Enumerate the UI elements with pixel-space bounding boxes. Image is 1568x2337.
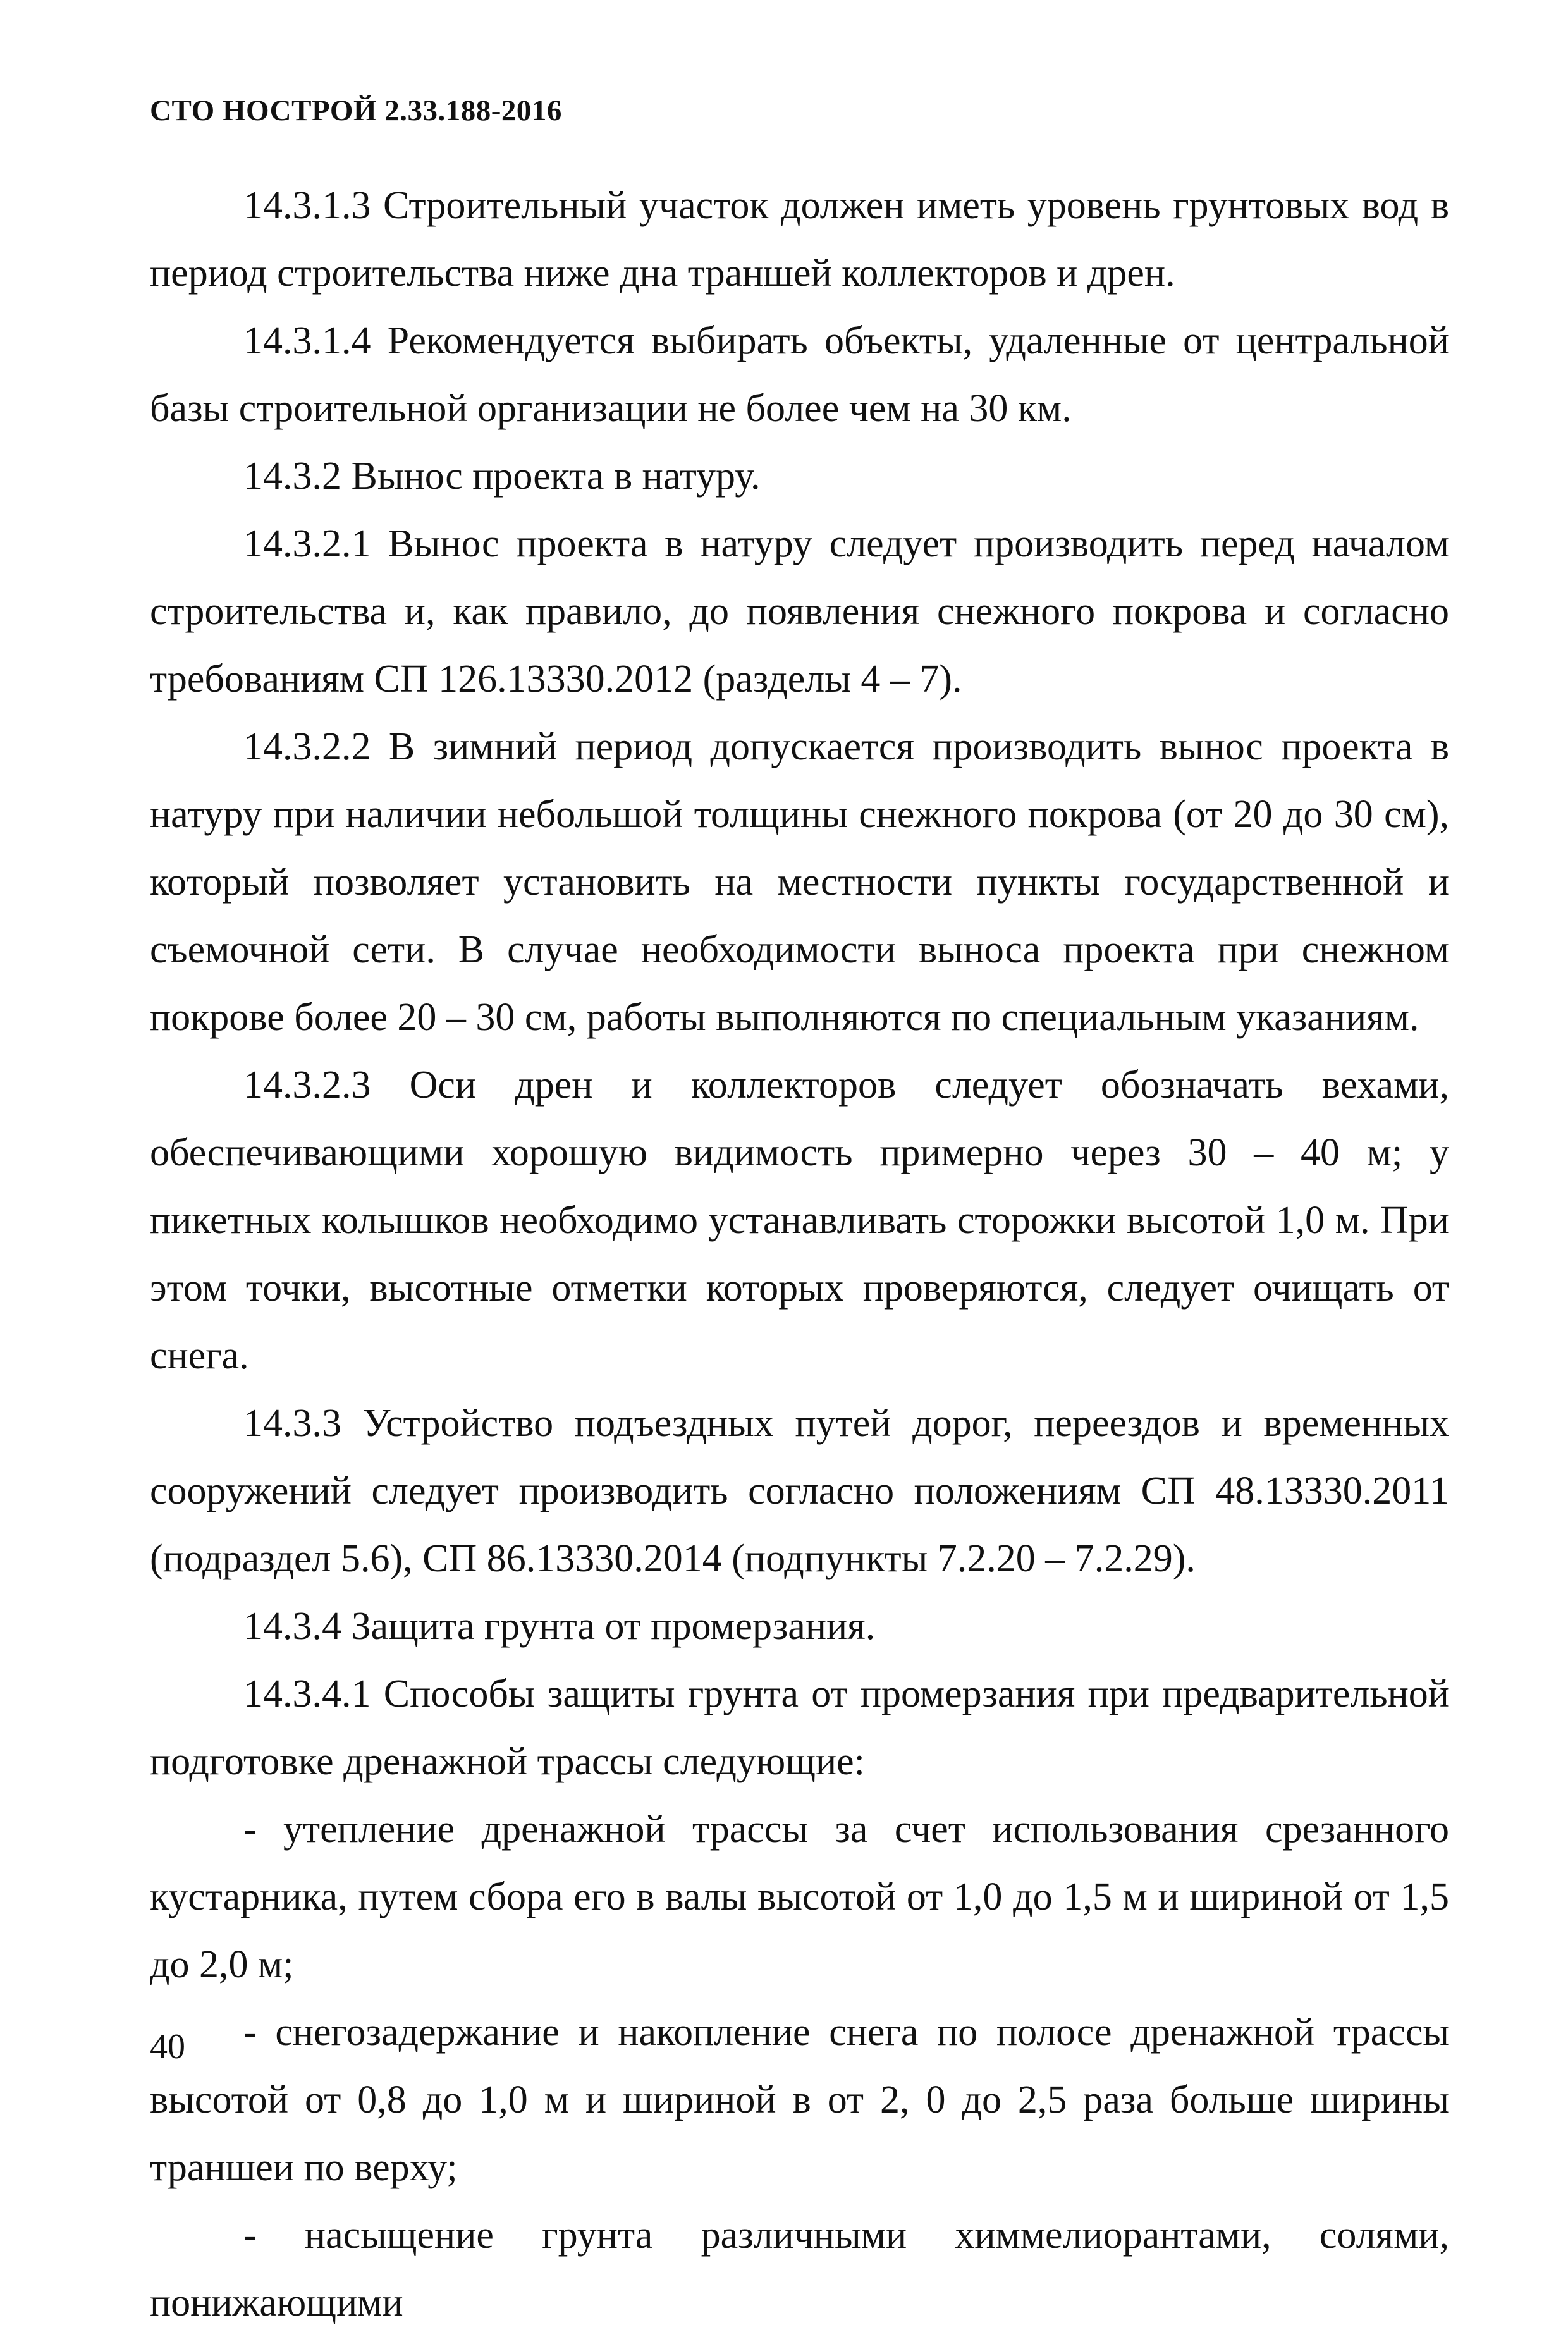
paragraph-14-3-4: 14.3.4 Защита грунта от промерзания. bbox=[243, 1605, 876, 1648]
paragraph-14-3-3: 14.3.3 Устройство подъездных путей дорог, переездов и временных сооружений следует производить согласно положениям СП 48.13330.2011 (подраздел 5.6), СП 86.13330.2014 (подпункты 7.2.20 – 7.2.29). bbox=[150, 1402, 1449, 1580]
list-item-shrub-insulation: - утепление дренажной трассы за счет использования срезанного кустарника, путем сбора его в валы высотой от 1,0 до 1,5 м и шириной от 1,5 до 2,0 м; bbox=[150, 1808, 1449, 1986]
list-item-soil-saturation: - насыщение грунта различными химмелиорантами, солями, понижающими bbox=[150, 2214, 1449, 2324]
page-header-standard-code: СТО НОСТРОЙ 2.33.188-2016 bbox=[150, 94, 562, 127]
paragraph-14-3-2: 14.3.2 Вынос проекта в натуру. bbox=[243, 455, 761, 498]
paragraph-14-3-1-3: 14.3.1.3 Строительный участок должен иметь уровень грунтовых вод в период строительства ниже дна траншей коллекторов и дрен. bbox=[150, 184, 1449, 295]
list-item-snow-retention: - снегозадержание и накопление снега по полосе дренажной трассы высотой от 0,8 до 1,0 м и шириной в от 2, 0 до 2,5 раза больше ширины траншеи по верху; bbox=[150, 2011, 1449, 2189]
paragraph-14-3-2-2: 14.3.2.2 В зимний период допускается производить вынос проекта в натуру при наличии небольшой толщины снежного покрова (от 20 до 30 см), который позволяет установить на местности пункты государственной и съемочной сети. В случае необходимости выноса проекта при снежном покрове более 20 – 30 см, работы выполняются по специальным указаниям. bbox=[150, 725, 1449, 1039]
page-number: 40 bbox=[150, 2027, 185, 2066]
document-body bbox=[150, 172, 1449, 2337]
paragraph-14-3-1-4: 14.3.1.4 Рекомендуется выбирать объекты, удаленные от центральной базы строительной организации не более чем на 30 км. bbox=[150, 319, 1449, 430]
paragraph-14-3-4-1: 14.3.4.1 Способы защиты грунта от промерзания при предварительной подготовке дренажной трассы следующие: bbox=[150, 1672, 1449, 1783]
paragraph-14-3-2-3: 14.3.2.3 Оси дрен и коллекторов следует обозначать вехами, обеспечивающими хорошую видимость примерно через 30 – 40 м; у пикетных колышков необходимо устанавливать сторожки высотой 1,0 м. При этом точки, высотные отметки которых проверяются, следует очищать от снега. bbox=[150, 1064, 1449, 1377]
paragraph-14-3-2-1: 14.3.2.1 Вынос проекта в натуру следует производить перед началом строительства и, как правило, до появления снежного покрова и согласно требованиям СП 126.13330.2012 (разделы 4 – 7). bbox=[150, 522, 1449, 701]
